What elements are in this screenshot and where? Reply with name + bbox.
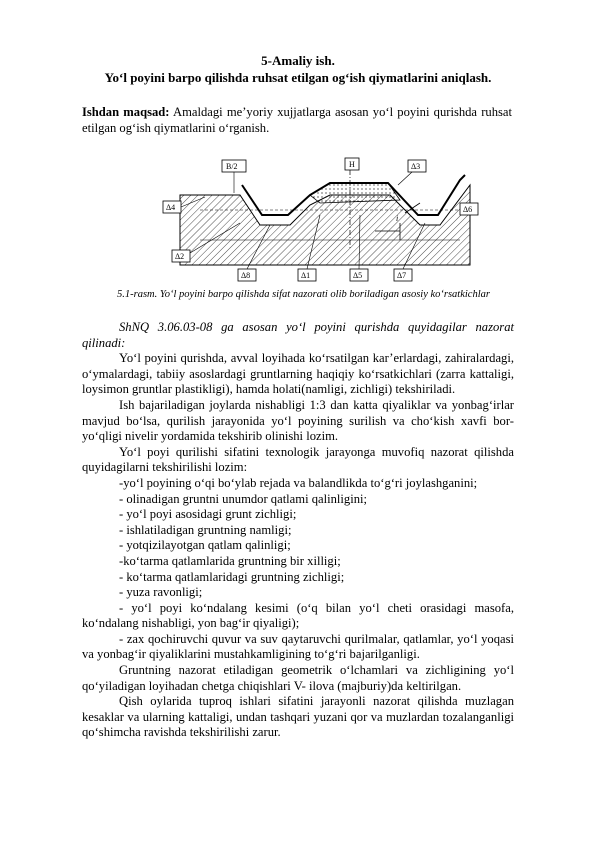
- svg-text:Δ3: Δ3: [411, 162, 421, 171]
- svg-text:Δ2: Δ2: [175, 252, 185, 261]
- paragraph: Ish bajariladigan joylarda nishabligi 1:3 dan katta qiyaliklar va yonbag‘irlar mavjud bo‘lsa, qurilish jarayonida yo‘l poyining surilish va cho‘kish xavfi bor-yo‘qligi nivelir yordamida tekshirib olinishi lozim.: [82, 397, 514, 444]
- page-title: 5-Amaliy ish.: [261, 53, 335, 68]
- list-item: - yuza ravonligi;: [119, 585, 203, 600]
- list-item: - zax qochiruvchi quvur va suv qaytaruvchi qurilmalar, qatlamlar, yo‘l yoqasi va yonbag‘ir qiyaliklarini mustahkamligining to‘g‘ri bajarilganligi.: [82, 631, 514, 662]
- slope-label-i: i: [396, 214, 399, 223]
- svg-text:Δ7: Δ7: [397, 271, 407, 280]
- list-item: - ishlatiladigan gruntning namligi;: [119, 522, 292, 537]
- paragraph: ShNQ 3.06.03-08 ga asosan yo‘l poyini qurishda quyidagilar nazorat qilinadi:: [82, 320, 514, 350]
- figure-caption: 5.1-rasm. Yo‘l poyini barpo qilishda sifat nazorati olib boriladigan asosiy ko‘rsatkichlar: [117, 289, 490, 300]
- label-b2: [222, 160, 246, 193]
- list-item: - olinadigan gruntni unumdor qatlami qalinligini;: [119, 491, 367, 506]
- svg-text:Δ6: Δ6: [463, 205, 473, 214]
- svg-text:Δ1: Δ1: [301, 271, 311, 280]
- paragraph: Yo‘l poyini qurishda, avval loyihada ko‘rsatilgan kar’erlardagi, zahiralardagi, o‘ymalardagi, tabiiy asoslardagi gruntlarning haqiqiy ko‘rsatkichlari (zarra kattaligi, loysimon gruntlar plastikligi), hamda holati(namligi, zichligi) tekshiriladi.: [82, 351, 514, 397]
- label-d3: [398, 160, 426, 185]
- svg-text:Δ5: Δ5: [353, 271, 363, 280]
- list-item: - ko‘tarma qatlamlaridagi gruntning zichligi;: [119, 569, 345, 584]
- purpose-text: Amaldagi me’yoriy xujjatlarga asosan yo‘l poyini qurishda ruhsat etilgan og‘ish qiymatlarini o‘rganish.: [82, 105, 512, 135]
- list-item: -ko‘tarma qatlamlarida gruntning bir xilligi;: [119, 553, 341, 568]
- label-d6: [460, 203, 478, 215]
- page-subtitle: Yo‘l poyini barpo qilishda ruhsat etilgan og‘ish qiymatlarini aniqlash.: [104, 70, 492, 85]
- paragraph: Gruntning nazorat etiladigan geometrik o‘lchamlari va zichligining yo‘l qo‘yiladigan loyihadan chetga chiqishlari V- ilova (majburiy)da keltirilgan.: [82, 663, 514, 693]
- label-h: [345, 158, 359, 170]
- list-item: -yo‘l poyining o‘qi bo‘ylab rejada va balandlikda to‘g‘ri joylashganini;: [119, 475, 478, 490]
- svg-text:B/2: B/2: [226, 162, 238, 171]
- road-cross-section-figure: [160, 155, 490, 285]
- svg-text:Δ4: Δ4: [166, 203, 176, 212]
- list-item: - yo‘l poyi ko‘ndalang kesimi (o‘q bilan yo‘l cheti orasidagi masofa, ko‘ndalang nishabligi, yon bag‘ir qiyaligi);: [82, 600, 514, 631]
- list-item: - yo‘l poyi asosidagi grunt zichligi;: [119, 507, 297, 522]
- paragraph: Qish oylarida tuproq ishlari sifatini jarayonli nazorat qilishda muzlagan kesaklar va ularning kattaligi, undan tashqari yuzani qor va muzlardan tozalanganligi qo‘shimcha ravishda tekshirilishi zarur.: [82, 694, 514, 740]
- svg-text:H: H: [349, 160, 355, 169]
- svg-text:Δ8: Δ8: [241, 271, 251, 280]
- document-body: [82, 320, 514, 741]
- purpose-label: Ishdan maqsad:: [82, 105, 170, 119]
- paragraph: Yo‘l poyi qurilishi sifatini texnologik jarayonga muvofiq nazorat qilishda quyidagilarni tekshirilishi lozim:: [82, 444, 514, 475]
- list-item: - yotqizilayotgan qatlam qalinligi;: [119, 538, 291, 553]
- purpose-paragraph: [82, 104, 512, 136]
